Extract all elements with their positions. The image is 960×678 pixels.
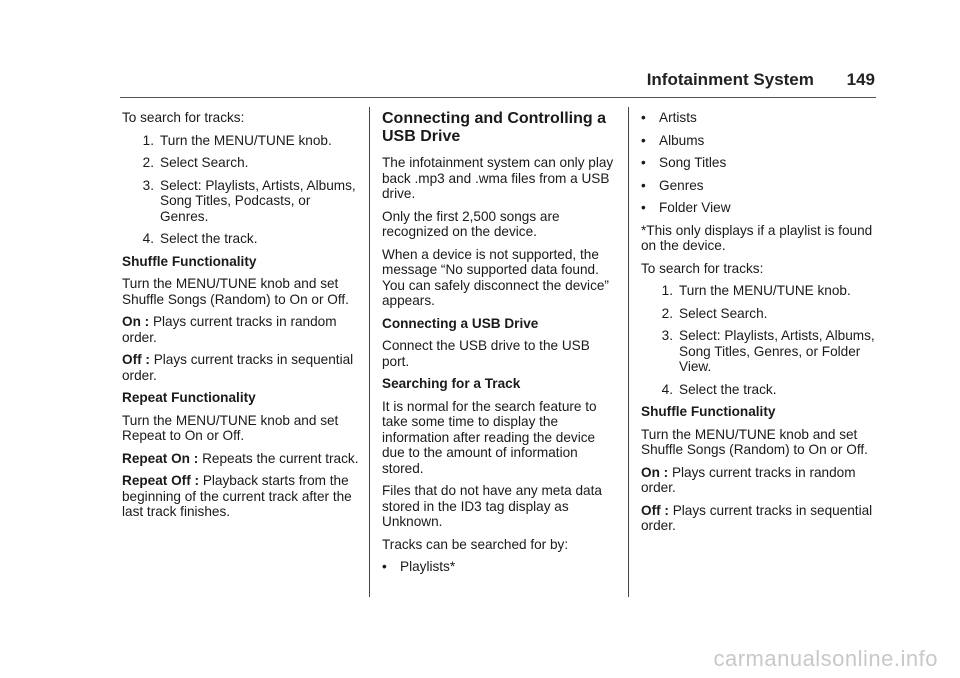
shuffle-heading: Shuffle Functionality [641,404,776,419]
list-item [641,155,881,171]
column-1 [122,110,362,527]
off-definition [641,503,881,534]
playlist-note: *This only displays if a playlist is found on the device. [641,222,873,253]
repeat-on-definition [122,451,362,467]
connect-heading: Connecting a USB Drive [382,315,539,331]
search-steps [641,283,881,397]
off-text: Plays current tracks in sequential order. [641,502,873,533]
list-item [641,200,881,216]
search-steps [122,133,362,247]
repeat-on-text: Repeats the current track. [202,450,359,466]
repeat-off-definition [122,473,362,520]
list-item [641,178,881,194]
step-number: 2. [142,155,154,170]
step-item [122,231,362,247]
list-item-text: Folder View [659,200,731,215]
on-term: On : [122,314,150,329]
search-intro: To search for tracks: [641,260,764,276]
repeat-text: Turn the MENU/TUNE knob and set Repeat to On or Off. [122,412,339,443]
step-text: Select: Playlists, Artists, Albums, Song Titles, Genres, or Folder View. [679,328,875,374]
list-item-text: Song Titles [659,155,727,170]
page-header [647,70,875,90]
list-item-text: Genres [659,177,704,193]
step-item [122,178,362,225]
watermark: carmanualsonline.info [713,646,938,671]
off-definition [122,352,362,383]
search-by-list [382,559,617,575]
usb-paragraph: The infotainment system can only play back .mp3 and .wma files from a USB drive. [382,155,614,201]
on-definition [641,465,881,496]
step-number: 2. [661,305,673,321]
step-text: Turn the MENU/TUNE knob. [160,132,332,148]
bullet-icon: • [641,155,646,170]
step-text: Turn the MENU/TUNE knob. [679,283,851,298]
step-text: Select: Playlists, Artists, Albums, Song Titles, Podcasts, or Genres. [160,177,356,224]
list-item-text: Artists [659,110,697,125]
column-3 [641,110,881,541]
column-divider-2 [628,107,629,597]
off-text: Plays current tracks in sequential order. [122,352,354,383]
shuffle-text: Turn the MENU/TUNE knob and set Shuffle Songs (Random) to On or Off. [641,426,868,457]
step-item [641,328,881,375]
search-track-heading: Searching for a Track [382,376,521,391]
step-item [122,155,362,171]
usb-paragraph: When a device is not supported, the message “No supported data found. You can safely disconnect the device” appears. [382,246,609,308]
shuffle-heading: Shuffle Functionality [122,253,257,269]
on-text: Plays current tracks in random order. [641,464,856,495]
step-item [641,283,881,299]
repeat-heading: Repeat Functionality [122,390,256,405]
step-text: Select Search. [679,305,768,321]
repeat-off-text: Playback starts from the beginning of the current track after the last track finishes. [122,473,352,519]
on-term: On : [641,464,669,480]
bullet-icon: • [382,559,387,574]
on-definition [122,314,362,345]
step-number: 1. [661,283,673,298]
step-text: Select Search. [160,155,249,170]
step-item [641,382,881,398]
step-number: 3. [142,177,154,193]
bullet-icon: • [641,177,646,193]
search-paragraph: Files that do not have any meta data stored in the ID3 tag display as Unknown. [382,483,602,529]
repeat-on-term: Repeat On : [122,450,199,466]
list-item [382,559,617,575]
step-item [641,306,881,322]
shuffle-text: Turn the MENU/TUNE knob and set Shuffle Songs (Random) to On or Off. [122,276,349,307]
list-item [641,133,881,149]
connect-text: Connect the USB drive to the USB port. [382,338,590,369]
search-intro: To search for tracks: [122,110,245,125]
off-term: Off : [641,502,669,518]
step-item [122,133,362,149]
bullet-icon: • [641,132,646,148]
list-item [641,110,881,126]
search-paragraph: Tracks can be searched for by: [382,536,569,552]
off-term: Off : [122,352,150,367]
list-item-text: Albums [659,132,705,148]
bullet-icon: • [641,110,646,125]
usb-paragraph: Only the first 2,500 songs are recognized on the device. [382,208,560,239]
header-rule [120,97,876,98]
page-number: 149 [846,70,875,89]
search-by-list-continued [641,110,881,216]
usb-section-heading: Connecting and Controlling a USB Drive [382,110,606,145]
section-title: Infotainment System [646,70,814,89]
search-paragraph: It is normal for the search feature to take some time to display the information after reading the device due to the amount of information stored. [382,398,597,476]
column-divider-1 [369,107,370,597]
column-2 [382,110,617,582]
bullet-icon: • [641,200,646,215]
step-number: 4. [661,381,673,397]
step-text: Select the track. [679,381,777,397]
on-text: Plays current tracks in random order. [122,314,337,345]
step-number: 4. [142,231,154,246]
step-number: 1. [142,132,154,148]
step-text: Select the track. [160,231,258,246]
repeat-off-term: Repeat Off : [122,473,200,488]
step-number: 3. [661,328,673,343]
list-item-text: Playlists* [400,559,456,574]
